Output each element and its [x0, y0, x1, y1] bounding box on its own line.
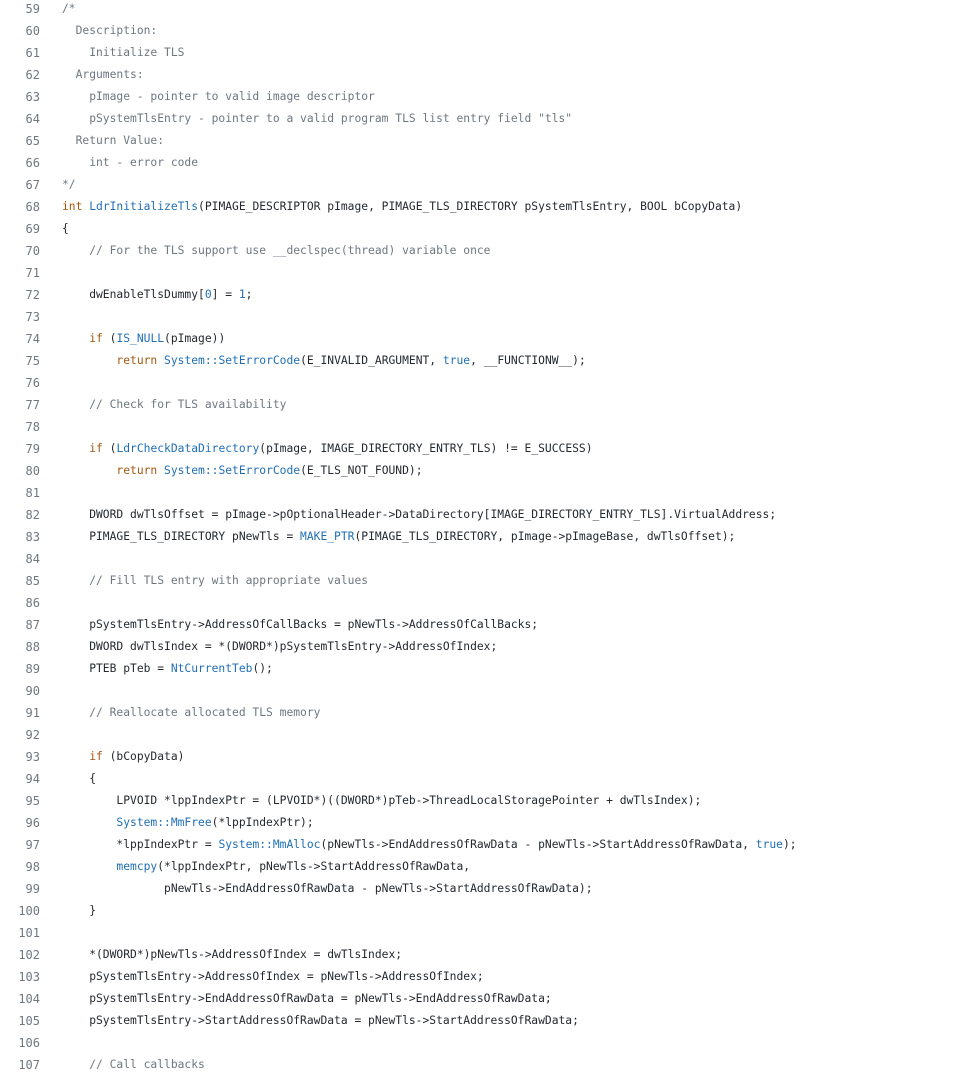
line-number[interactable]: 78 — [25, 420, 40, 434]
line-code — [40, 218, 69, 240]
line-number[interactable]: 66 — [25, 156, 40, 170]
line-number[interactable]: 72 — [25, 288, 40, 302]
code-line — [0, 878, 971, 900]
code-token: if — [89, 332, 103, 345]
code-token: (E_TLS_NOT_FOUND); — [300, 464, 423, 477]
code-line — [0, 262, 971, 284]
line-code — [40, 394, 286, 416]
code-token: System::SetErrorCode — [164, 354, 301, 367]
line-number[interactable]: 80 — [25, 464, 40, 478]
code-token: pNewTls->EndAddressOfRawData - pNewTls->StartAddressOfRawData); — [62, 882, 593, 895]
line-number[interactable]: 97 — [25, 838, 40, 852]
line-code — [40, 460, 423, 482]
code-token: ] = — [211, 288, 239, 301]
code-token: return — [116, 464, 158, 477]
code-token — [62, 750, 89, 763]
code-line — [0, 306, 971, 328]
code-token: pSystemTlsEntry->StartAddressOfRawData = pNewTls->StartAddressOfRawData; — [62, 1014, 579, 1027]
line-code — [40, 658, 273, 680]
line-code — [40, 174, 76, 196]
code-line — [0, 416, 971, 438]
code-token — [62, 464, 116, 477]
code-line — [0, 922, 971, 944]
line-code — [40, 328, 225, 350]
code-line — [0, 130, 971, 152]
line-number[interactable]: 71 — [25, 266, 40, 280]
line-code — [40, 966, 484, 988]
line-number[interactable]: 95 — [25, 794, 40, 808]
code-token: */ — [62, 178, 76, 191]
line-number[interactable]: 68 — [25, 200, 40, 214]
line-code — [40, 196, 742, 218]
line-number[interactable]: 65 — [25, 134, 40, 148]
code-token: LPVOID *lppIndexPtr = (LPVOID*)((DWORD*)pTeb->ThreadLocalStoragePointer + dwTlsIndex); — [62, 794, 702, 807]
line-number[interactable]: 93 — [25, 750, 40, 764]
code-line — [0, 724, 971, 746]
code-token: { — [62, 222, 69, 235]
line-code — [40, 108, 572, 130]
code-token: /* — [62, 2, 76, 15]
line-code — [40, 1010, 579, 1032]
code-token: true — [755, 838, 783, 851]
code-token: pImage - pointer to valid image descriptor — [62, 90, 375, 103]
code-token: int — [62, 200, 83, 213]
code-token: DWORD dwTlsIndex = *(DWORD*)pSystemTlsEntry->AddressOfIndex; — [62, 640, 498, 653]
code-line — [0, 944, 971, 966]
code-line — [0, 790, 971, 812]
line-code — [40, 614, 538, 636]
line-number[interactable]: 99 — [25, 882, 40, 896]
code-line — [0, 174, 971, 196]
code-token: PTEB pTeb = — [62, 662, 171, 675]
code-token — [62, 332, 89, 345]
code-line — [0, 834, 971, 856]
code-token: // Fill TLS entry with appropriate values — [62, 574, 369, 587]
code-token: pSystemTlsEntry->EndAddressOfRawData = pNewTls->EndAddressOfRawData; — [62, 992, 552, 1005]
code-token: (PIMAGE_TLS_DIRECTORY, pImage->pImageBase, dwTlsOffset); — [354, 530, 736, 543]
line-number[interactable]: 85 — [25, 574, 40, 588]
line-number[interactable]: 105 — [18, 1014, 40, 1028]
line-number[interactable]: 96 — [25, 816, 40, 830]
line-number[interactable]: 86 — [25, 596, 40, 610]
code-line — [0, 702, 971, 724]
line-code — [40, 86, 375, 108]
code-token: ; — [245, 288, 253, 301]
line-code — [40, 1054, 205, 1076]
line-number[interactable]: 81 — [25, 486, 40, 500]
line-number[interactable]: 70 — [25, 244, 40, 258]
code-line — [0, 548, 971, 570]
line-code — [40, 240, 490, 262]
code-token: Arguments: — [62, 68, 144, 81]
code-token: int - error code — [62, 156, 199, 169]
line-code — [40, 878, 593, 900]
line-code — [40, 482, 62, 504]
line-code — [40, 284, 252, 306]
line-code — [40, 548, 62, 570]
line-number[interactable]: 64 — [25, 112, 40, 126]
line-number[interactable]: 91 — [25, 706, 40, 720]
line-number[interactable]: 76 — [25, 376, 40, 390]
code-line — [0, 394, 971, 416]
code-token: *(DWORD*)pNewTls->AddressOfIndex = dwTlsIndex; — [62, 948, 403, 961]
code-line — [0, 372, 971, 394]
line-number[interactable]: 83 — [25, 530, 40, 544]
code-line — [0, 1032, 971, 1054]
code-line — [0, 0, 971, 20]
code-line — [0, 900, 971, 922]
code-token: LdrInitializeTls — [89, 200, 199, 213]
code-token: (*lppIndexPtr); — [211, 816, 314, 829]
code-token: // Call callbacks — [62, 1058, 205, 1071]
code-token: true — [442, 354, 471, 367]
code-token: System::SetErrorCode — [164, 464, 301, 477]
line-code — [40, 680, 62, 702]
code-token: (); — [252, 662, 273, 675]
line-number[interactable]: 82 — [25, 508, 40, 522]
line-code — [40, 306, 62, 328]
line-code — [40, 592, 62, 614]
code-token: dwEnableTlsDummy[ — [62, 288, 205, 301]
code-line — [0, 1010, 971, 1032]
line-code — [40, 922, 62, 944]
line-code — [40, 944, 402, 966]
code-token: if — [89, 442, 103, 455]
code-token: pSystemTlsEntry - pointer to a valid program TLS list entry field "tls" — [62, 112, 573, 125]
code-line — [0, 196, 971, 218]
line-number[interactable]: 94 — [25, 772, 40, 786]
line-number[interactable]: 106 — [18, 1036, 40, 1050]
code-token — [62, 816, 116, 829]
code-line — [0, 240, 971, 262]
line-code — [40, 372, 62, 394]
line-code — [40, 20, 157, 42]
code-token: (PIMAGE_DESCRIPTOR pImage, PIMAGE_TLS_DIRECTORY pSystemTlsEntry, BOOL bCopyData) — [198, 200, 743, 213]
code-token: IS_NULL — [116, 332, 165, 345]
code-line — [0, 614, 971, 636]
line-code — [40, 702, 320, 724]
code-token: 0 — [204, 288, 212, 301]
line-number[interactable]: 63 — [25, 90, 40, 104]
code-token: (pImage)) — [164, 332, 226, 345]
code-token: { — [62, 772, 97, 785]
code-token: ); — [782, 838, 797, 851]
code-token: (*lppIndexPtr, pNewTls->StartAddressOfRawData, — [157, 860, 471, 873]
code-line — [0, 856, 971, 878]
line-number[interactable]: 101 — [18, 926, 40, 940]
line-code — [40, 768, 96, 790]
line-code — [40, 1032, 62, 1054]
line-code — [40, 856, 470, 878]
code-line — [0, 86, 971, 108]
line-code — [40, 812, 314, 834]
code-token: LdrCheckDataDirectory — [116, 442, 260, 455]
code-token — [62, 354, 116, 367]
line-number[interactable]: 90 — [25, 684, 40, 698]
code-token: NtCurrentTeb — [170, 662, 253, 675]
line-number[interactable]: 61 — [25, 46, 40, 60]
line-code — [40, 0, 76, 20]
code-token: // Reallocate allocated TLS memory — [62, 706, 321, 719]
line-number[interactable]: 77 — [25, 398, 40, 412]
code-line — [0, 768, 971, 790]
code-line — [0, 636, 971, 658]
code-token: , __FUNCTIONW__); — [470, 354, 586, 367]
code-line — [0, 482, 971, 504]
code-token: System::MmAlloc — [218, 838, 321, 851]
code-token: Return Value: — [62, 134, 165, 147]
code-token: memcpy — [116, 860, 158, 873]
code-line — [0, 152, 971, 174]
code-token: MAKE_PTR — [300, 530, 355, 543]
line-number[interactable]: 103 — [18, 970, 40, 984]
code-line — [0, 42, 971, 64]
line-number[interactable]: 59 — [25, 2, 40, 16]
line-number[interactable]: 104 — [18, 992, 40, 1006]
line-number[interactable]: 87 — [25, 618, 40, 632]
line-number[interactable]: 100 — [18, 904, 40, 918]
code-token: } — [62, 904, 97, 917]
line-code — [40, 350, 586, 372]
code-line — [0, 988, 971, 1010]
line-number[interactable]: 102 — [18, 948, 40, 962]
code-line — [0, 328, 971, 350]
line-number[interactable]: 60 — [25, 24, 40, 38]
code-token: Initialize TLS — [62, 46, 185, 59]
code-token: ( — [102, 442, 117, 455]
code-line — [0, 20, 971, 42]
line-code — [40, 570, 368, 592]
line-code — [40, 834, 797, 856]
code-line — [0, 592, 971, 614]
code-line — [0, 812, 971, 834]
code-token: (E_INVALID_ARGUMENT, — [300, 354, 443, 367]
code-line — [0, 438, 971, 460]
line-number[interactable]: 107 — [18, 1058, 40, 1072]
line-code — [40, 262, 62, 284]
code-token: pSystemTlsEntry->AddressOfCallBacks = pNewTls->AddressOfCallBacks; — [62, 618, 539, 631]
line-number[interactable]: 89 — [25, 662, 40, 676]
line-code — [40, 504, 776, 526]
line-number[interactable]: 69 — [25, 222, 40, 236]
code-line — [0, 284, 971, 306]
code-token — [62, 442, 89, 455]
line-number[interactable]: 73 — [25, 310, 40, 324]
code-token — [62, 860, 116, 873]
code-token: (pNewTls->EndAddressOfRawData - pNewTls->StartAddressOfRawData, — [320, 838, 756, 851]
code-line — [0, 746, 971, 768]
code-token: DWORD dwTlsOffset = pImage->pOptionalHeader->DataDirectory[IMAGE_DIRECTORY_ENTRY_TLS].VirtualAddress; — [62, 508, 777, 521]
line-code — [40, 130, 164, 152]
line-code — [40, 746, 184, 768]
code-token: *lppIndexPtr = — [62, 838, 219, 851]
line-code — [40, 416, 62, 438]
line-code — [40, 988, 552, 1010]
code-token: ( — [102, 332, 117, 345]
code-line — [0, 108, 971, 130]
line-code — [40, 152, 198, 174]
code-token: (bCopyData) — [102, 750, 185, 763]
code-token: return — [116, 354, 158, 367]
line-code — [40, 64, 144, 86]
line-number[interactable]: 79 — [25, 442, 40, 456]
line-code — [40, 724, 62, 746]
code-line — [0, 218, 971, 240]
code-line — [0, 350, 971, 372]
line-number[interactable]: 62 — [25, 68, 40, 82]
code-token: PIMAGE_TLS_DIRECTORY pNewTls = — [62, 530, 301, 543]
code-token: // Check for TLS availability — [62, 398, 287, 411]
line-code — [40, 526, 735, 548]
line-number[interactable]: 98 — [25, 860, 40, 874]
code-line — [0, 1054, 971, 1076]
line-code — [40, 900, 96, 922]
code-line — [0, 966, 971, 988]
line-number[interactable]: 75 — [25, 354, 40, 368]
code-line — [0, 460, 971, 482]
line-number[interactable]: 92 — [25, 728, 40, 742]
code-token: System::MmFree — [116, 816, 212, 829]
code-token: if — [89, 750, 103, 763]
line-number[interactable]: 74 — [25, 332, 40, 346]
code-token: 1 — [238, 288, 246, 301]
code-line — [0, 570, 971, 592]
line-number[interactable]: 84 — [25, 552, 40, 566]
code-token: pSystemTlsEntry->AddressOfIndex = pNewTls->AddressOfIndex; — [62, 970, 484, 983]
code-token: (pImage, IMAGE_DIRECTORY_ENTRY_TLS) != E_SUCCESS) — [259, 442, 593, 455]
code-token: Description: — [62, 24, 158, 37]
code-line — [0, 504, 971, 526]
line-number[interactable]: 67 — [25, 178, 40, 192]
code-line — [0, 680, 971, 702]
line-code — [40, 42, 184, 64]
code-token: // For the TLS support use __declspec(thread) variable once — [62, 244, 491, 257]
line-code — [40, 438, 593, 460]
line-code — [40, 636, 497, 658]
line-code — [40, 790, 701, 812]
line-number[interactable]: 88 — [25, 640, 40, 654]
code-line — [0, 658, 971, 680]
code-line — [0, 526, 971, 548]
code-line — [0, 64, 971, 86]
